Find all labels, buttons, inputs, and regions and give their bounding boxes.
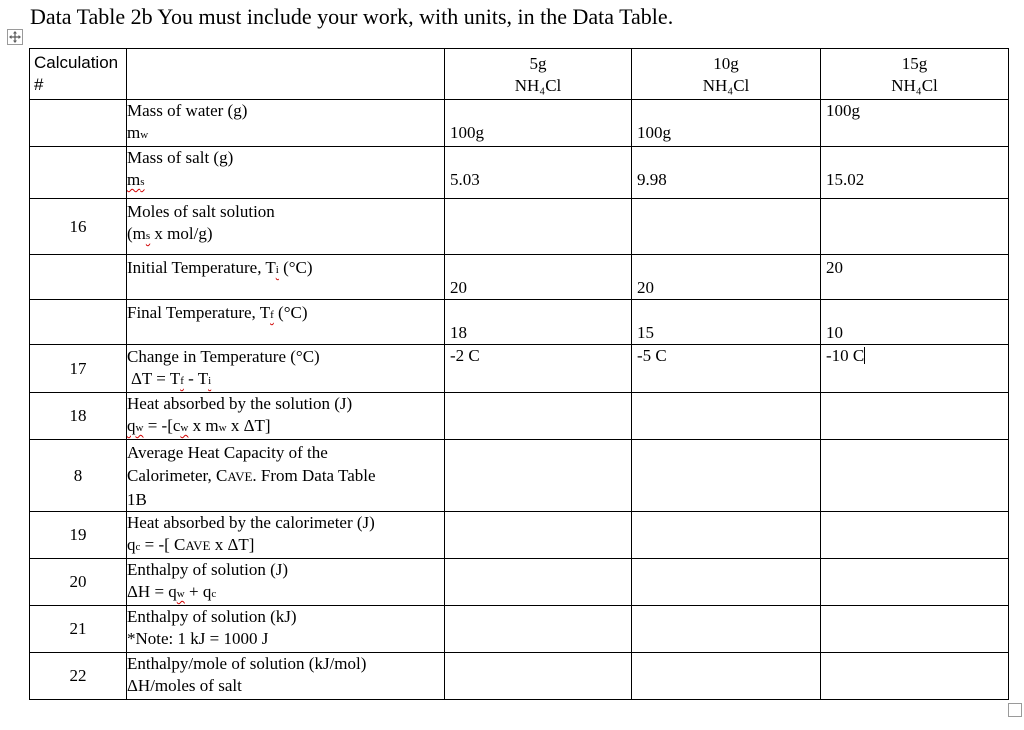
row-label-final-temperature[interactable]: Final Temperature, Tf (°C) (127, 300, 445, 345)
cell-avg-heat-cap-15g[interactable] (821, 440, 1009, 512)
calc-number-cell[interactable] (30, 147, 127, 199)
calc-number-cell[interactable] (30, 300, 127, 345)
table-row (30, 606, 1009, 653)
row-label-change-in-temperature[interactable]: Change in Temperature (°C) ΔT = Tf - Ti (127, 345, 445, 393)
calc-number: 16 (30, 199, 127, 255)
calculation-header: Calculation # (30, 49, 127, 100)
cell-mass-salt-15g[interactable]: 15.02 (821, 147, 1009, 199)
table-row (30, 393, 1009, 440)
cell-initial-temp-5g[interactable]: 20 (445, 255, 632, 300)
calc-number: 22 (30, 653, 127, 700)
cell-enthalpy-mol-15g[interactable] (821, 653, 1009, 700)
cell-enthalpy-mol-10g[interactable] (632, 653, 821, 700)
calc-number: 18 (30, 393, 127, 440)
calc-number: 8 (30, 440, 127, 512)
column-header-10g: 10g NH₄Cl (632, 49, 821, 100)
description-header-cell[interactable] (127, 49, 445, 100)
table-row (30, 653, 1009, 700)
document-title: Data Table 2b You must include your work, with units, in the Data Table. (30, 4, 674, 29)
cell-heat-calorimeter-5g[interactable] (445, 512, 632, 559)
cell-mass-salt-10g[interactable]: 9.98 (632, 147, 821, 199)
cell-enthalpy-mol-5g[interactable] (445, 653, 632, 700)
calc-number: 17 (30, 345, 127, 393)
cell-final-temp-10g[interactable]: 15 (632, 300, 821, 345)
data-table (29, 48, 1009, 700)
table-row (30, 255, 1009, 300)
row-label-enthalpy-per-mole[interactable]: Enthalpy/mole of solution (kJ/mol) ΔH/moles of salt (127, 653, 445, 700)
row-label-mass-of-water[interactable]: Mass of water (g) mw (127, 100, 445, 147)
cell-mass-water-5g[interactable]: 100g (445, 100, 632, 147)
cell-moles-5g[interactable] (445, 199, 632, 255)
cell-heat-solution-10g[interactable] (632, 393, 821, 440)
table-row (30, 147, 1009, 199)
cell-initial-temp-10g[interactable]: 20 (632, 255, 821, 300)
cell-avg-heat-cap-5g[interactable] (445, 440, 632, 512)
cell-enthalpy-j-10g[interactable] (632, 559, 821, 606)
row-label-heat-absorbed-calorimeter[interactable]: Heat absorbed by the calorimeter (J) qc = -[ CAVE x ΔT] (127, 512, 445, 559)
cell-change-temp-15g[interactable]: -10 C (821, 345, 1009, 393)
calc-number: 19 (30, 512, 127, 559)
header-row (30, 49, 1009, 100)
row-label-enthalpy-j[interactable]: Enthalpy of solution (J) ΔH = qw + qc (127, 559, 445, 606)
row-label-average-heat-capacity[interactable]: Average Heat Capacity of the Calorimeter, CAVE. From Data Table 1B (127, 440, 445, 512)
calc-number-cell[interactable] (30, 255, 127, 300)
row-label-mass-of-salt[interactable]: Mass of salt (g) ms (127, 147, 445, 199)
cell-moles-10g[interactable] (632, 199, 821, 255)
cell-mass-water-10g[interactable]: 100g (632, 100, 821, 147)
table-move-handle[interactable] (7, 29, 23, 45)
cell-enthalpy-j-5g[interactable] (445, 559, 632, 606)
cell-moles-15g[interactable] (821, 199, 1009, 255)
cell-final-temp-15g[interactable]: 10 (821, 300, 1009, 345)
cell-enthalpy-j-15g[interactable] (821, 559, 1009, 606)
cell-heat-calorimeter-10g[interactable] (632, 512, 821, 559)
cell-enthalpy-kj-10g[interactable] (632, 606, 821, 653)
cell-heat-solution-5g[interactable] (445, 393, 632, 440)
cell-heat-solution-15g[interactable] (821, 393, 1009, 440)
table-row (30, 440, 1009, 512)
move-arrows-icon (9, 31, 21, 43)
table-row (30, 559, 1009, 606)
cell-change-temp-10g[interactable]: -5 C (632, 345, 821, 393)
text-cursor (864, 347, 865, 364)
cell-enthalpy-kj-15g[interactable] (821, 606, 1009, 653)
table-row (30, 100, 1009, 147)
column-header-5g: 5g NH₄Cl (445, 49, 632, 100)
row-label-heat-absorbed-solution[interactable]: Heat absorbed by the solution (J) qw = -[cw x mw x ΔT] (127, 393, 445, 440)
row-label-moles-of-salt[interactable]: Moles of salt solution (ms x mol/g) (127, 199, 445, 255)
calc-number: 21 (30, 606, 127, 653)
table-row (30, 512, 1009, 559)
table-row (30, 199, 1009, 255)
column-header-15g: 15g NH₄Cl (821, 49, 1009, 100)
cell-heat-calorimeter-15g[interactable] (821, 512, 1009, 559)
cell-mass-salt-5g[interactable]: 5.03 (445, 147, 632, 199)
cell-avg-heat-cap-10g[interactable] (632, 440, 821, 512)
calc-number: 20 (30, 559, 127, 606)
cell-final-temp-5g[interactable]: 18 (445, 300, 632, 345)
table-resize-handle[interactable] (1008, 703, 1022, 717)
cell-initial-temp-15g[interactable]: 20 (821, 255, 1009, 300)
row-label-initial-temperature[interactable]: Initial Temperature, Ti (°C) (127, 255, 445, 300)
cell-change-temp-5g[interactable]: -2 C (445, 345, 632, 393)
table-row (30, 345, 1009, 393)
row-label-enthalpy-kj[interactable]: Enthalpy of solution (kJ) *Note: 1 kJ = 1000 J (127, 606, 445, 653)
cell-enthalpy-kj-5g[interactable] (445, 606, 632, 653)
table-row (30, 300, 1009, 345)
calc-number-cell[interactable] (30, 100, 127, 147)
cell-mass-water-15g[interactable]: 100g (821, 100, 1009, 147)
